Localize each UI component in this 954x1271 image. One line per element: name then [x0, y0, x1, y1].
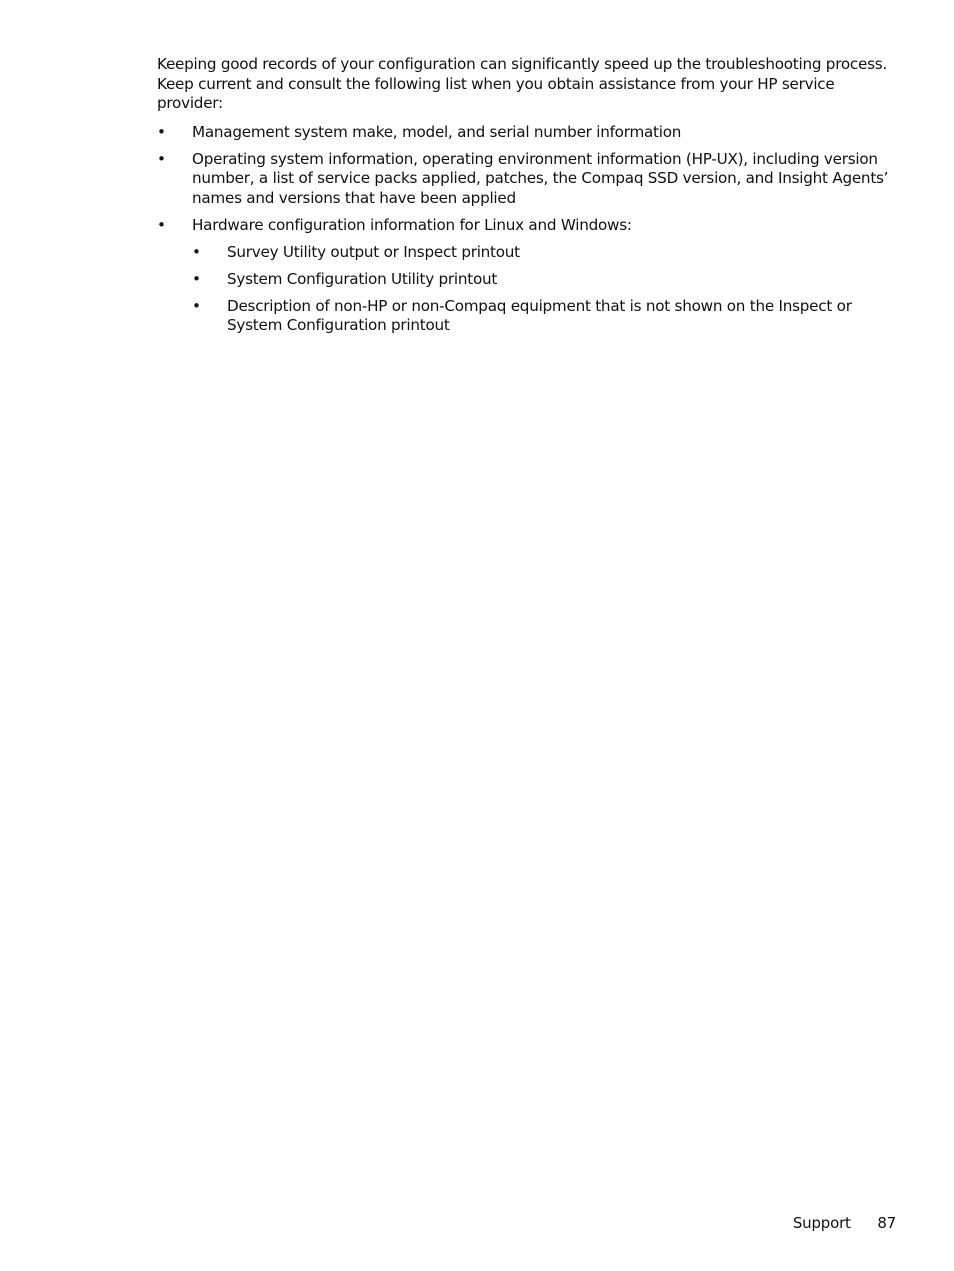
bullet-icon: • — [157, 215, 166, 234]
sublist-item-text: Description of non-HP or non-Compaq equipment that is not shown on the Inspect or System Configuration printout — [227, 296, 852, 334]
list-item — [157, 123, 889, 143]
hardware-sublist — [192, 243, 889, 336]
list-item — [157, 216, 889, 336]
bullet-icon: • — [192, 242, 201, 261]
page-content — [157, 55, 889, 343]
page-number: 87 — [877, 1214, 896, 1232]
sublist-item — [192, 243, 889, 263]
sublist-item-text: System Configuration Utility printout — [227, 269, 498, 288]
sublist-item — [192, 270, 889, 290]
page-footer — [793, 1214, 896, 1233]
footer-section-title: Support — [792, 1214, 851, 1232]
bullet-icon: • — [157, 122, 166, 141]
intro-paragraph: Keeping good records of your configuration can significantly speed up the troubleshooting process. Keep current and consult the following list when you obtain assistance from your HP service provider: — [157, 55, 887, 112]
bullet-icon: • — [157, 149, 166, 168]
list-item — [157, 150, 889, 209]
bullet-icon: • — [192, 296, 201, 315]
sublist-item-text: Survey Utility output or Inspect printout — [227, 242, 520, 261]
list-item-text: Hardware configuration information for Linux and Windows: — [192, 215, 632, 234]
list-item-text: Operating system information, operating environment information (HP-UX), including version number, a list of service packs applied, patches, the Compaq SSD version, and Insight Agents’ names and versions that have been applied — [192, 149, 889, 207]
records-list — [157, 123, 889, 336]
bullet-icon: • — [192, 269, 201, 288]
sublist-item — [192, 297, 889, 336]
list-item-text: Management system make, model, and serial number information — [192, 122, 682, 141]
